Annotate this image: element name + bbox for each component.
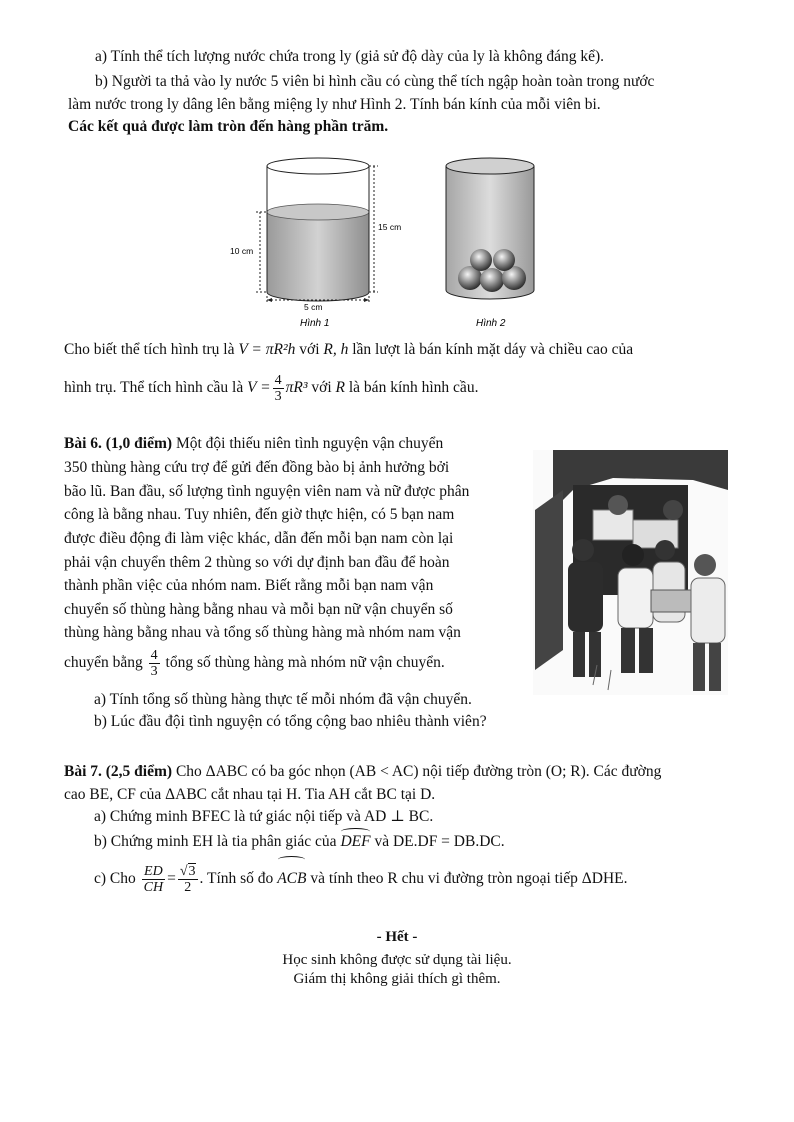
- marble: [480, 268, 504, 292]
- sphere-lhs: V =: [247, 379, 271, 396]
- bai7-sqrt-num: √3: [179, 863, 196, 879]
- angle-acb: ACB: [277, 860, 306, 898]
- cylinder-vars: R, h: [323, 341, 349, 358]
- bai6-question-a: a) Tính tổng số thùng hàng thực tế mỗi nhóm đã vận chuyển.: [94, 691, 472, 708]
- bai6-line5: được điều động đi làm việc khác, dẫn đến mỗi bạn nam còn lại: [64, 530, 454, 547]
- glass-2: [446, 158, 534, 299]
- end-marker: - Hết -: [376, 929, 418, 945]
- sphere-prefix: hình trụ. Thể tích hình cầu là: [64, 379, 244, 396]
- bai7-text1: Cho ΔABC có ba góc nhọn (AB < AC) nội tiếp đường tròn (O; R). Các đường: [175, 763, 662, 780]
- bai7-ratio-den: CH: [143, 879, 164, 895]
- question-a: a) Tính thể tích lượng nước chứa trong ly (giả sử độ dày của ly là không đáng kể).: [95, 48, 604, 65]
- marble: [493, 249, 515, 271]
- footer-note1: Học sinh không được sử dụng tài liệu.: [282, 952, 512, 968]
- bai6-question-b: b) Lúc đầu đội tình nguyện có tổng cộng bao nhiêu thành viên?: [94, 713, 487, 730]
- bai6-line6: phải vận chuyển thêm 2 thùng so với dự định ban đầu để hoàn: [64, 554, 450, 571]
- bai7-sqrt-den: 2: [184, 879, 192, 895]
- bai6-text1: Một đội thiếu niên tình nguyện vận chuyển: [175, 435, 444, 452]
- caption-hinh-2: Hình 2: [476, 318, 506, 329]
- cylinder-prefix: Cho biết thể tích hình trụ là: [64, 341, 235, 358]
- footer-note2: Giám thị không giải thích gì thêm.: [293, 971, 501, 987]
- caption-hinh-1: Hình 1: [300, 318, 330, 329]
- sphere-with: với: [311, 379, 332, 396]
- marble: [470, 249, 492, 271]
- bai7-sqrt-fraction: [178, 864, 198, 895]
- angle-def: DEF: [340, 833, 371, 850]
- volunteers-photo: [533, 450, 728, 695]
- sphere-var: R: [335, 379, 345, 396]
- bai6-line10: [64, 646, 445, 680]
- bai6-fraction-num: 4: [150, 647, 158, 663]
- bai7-line1: [64, 762, 661, 782]
- bai7-qb-pre: b) Chứng minh EH là tia phân giác của: [94, 833, 337, 850]
- label-15cm: 15 cm: [378, 222, 402, 232]
- bai7-ratio: [142, 864, 165, 895]
- sphere-formula-line: [64, 371, 478, 405]
- sphere-rhs: πR³: [285, 379, 308, 396]
- bai6-line7: thành phần việc của nhóm nam. Biết rằng mỗi bạn nam vận: [64, 577, 434, 594]
- cylinder-formula: V = πR²h: [238, 341, 296, 358]
- cylinder-with: với: [299, 341, 320, 358]
- bai7-ratio-num: ED: [142, 864, 165, 880]
- bai7-sqrt-value: 3: [188, 863, 196, 879]
- bai6-title: Bài 6. (1,0 điểm): [64, 435, 173, 452]
- bai6-line9: thùng hàng bằng nhau và tổng số thùng hàng mà nhóm nam vận: [64, 624, 461, 641]
- sphere-fraction-num: 4: [274, 372, 282, 388]
- bai6-line1: [64, 434, 443, 454]
- label-5cm: 5 cm: [304, 302, 323, 312]
- bai7-question-a: a) Chứng minh BFEC là tứ giác nội tiếp và AD ⊥ BC.: [94, 808, 434, 825]
- sphere-fraction: [273, 373, 284, 404]
- bai6-fraction-den: 3: [150, 663, 158, 679]
- bai7-qc-post: và tính theo R chu vi đường tròn ngoại tiếp ΔDHE.: [310, 870, 628, 887]
- bai7-question-b: [94, 832, 505, 852]
- figures-illustration: [220, 150, 560, 335]
- question-b-line2: làm nước trong ly dâng lên bằng miệng ly như Hình 2. Tính bán kính của mỗi viên bi.: [68, 96, 601, 113]
- question-b-line1: b) Người ta thả vào ly nước 5 viên bi hình cầu có cùng thể tích ngập hoàn toàn trong nước: [95, 73, 655, 90]
- bai7-qc-pre: c) Cho: [94, 870, 136, 887]
- bai6-line2: 350 thùng hàng cứu trợ để gửi đến đồng bào bị ảnh hưởng bởi: [64, 459, 450, 476]
- label-10cm: 10 cm: [230, 246, 254, 256]
- bai7-qc-mid: . Tính số đo: [199, 870, 274, 887]
- bai6-fraction: [149, 648, 160, 679]
- bai7-question-c: [94, 860, 628, 898]
- bai6-line4: công là bằng nhau. Tuy nhiên, đến giờ thực hiện, có 5 bạn nam: [64, 506, 455, 523]
- bai6-text10a: chuyển bằng: [64, 654, 143, 671]
- bai6-line3: bão lũ. Ban đầu, số lượng tình nguyện viên nam và nữ được phân: [64, 483, 470, 500]
- rounding-note: Các kết quả được làm tròn đến hàng phần trăm.: [68, 118, 389, 135]
- bai7-qc-eq: =: [167, 870, 176, 887]
- cylinder-formula-line: [64, 340, 633, 360]
- sphere-fraction-den: 3: [274, 388, 282, 404]
- bai6-text10b: tổng số thùng hàng mà nhóm nữ vận chuyển.: [165, 654, 445, 671]
- bai6-line8: chuyển số thùng hàng bằng nhau và mỗi bạn nữ vận chuyển số: [64, 601, 453, 618]
- glass-1: [256, 158, 378, 304]
- bai7-qb-post: và DE.DF = DB.DC.: [374, 833, 505, 850]
- bai7-line2: cao BE, CF của ΔABC cắt nhau tại H. Tia AH cắt BC tại D.: [64, 786, 436, 803]
- bai7-title: Bài 7. (2,5 điểm): [64, 763, 173, 780]
- sphere-suffix: là bán kính hình cầu.: [348, 379, 479, 396]
- cylinder-suffix: lần lượt là bán kính mặt dáy và chiều cao của: [352, 341, 634, 358]
